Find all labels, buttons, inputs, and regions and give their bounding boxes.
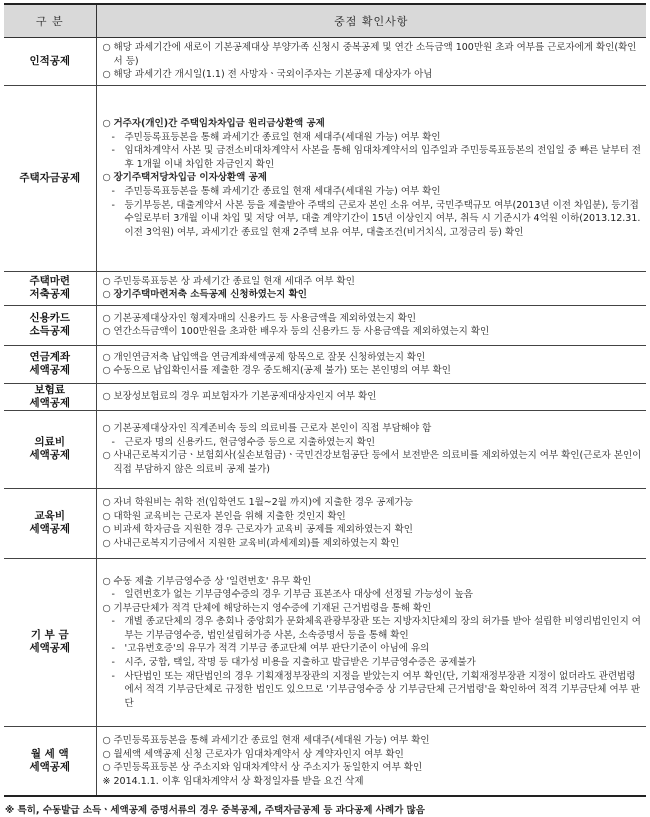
circle-bullet-icon: ○ xyxy=(102,351,111,363)
category-line: 연금계좌 xyxy=(29,351,71,364)
row-checkpoints xyxy=(96,85,646,271)
row-category xyxy=(4,488,96,558)
checkpoint-item xyxy=(103,761,643,775)
checkpoint-text: 비과세 학자금을 지원한 경우 근로자가 교육비 공제를 제외하였는지 확인 xyxy=(113,524,413,536)
row-checkpoints xyxy=(96,38,646,86)
checkpoint-text: 수동으로 납입확인서를 제출한 경우 중도해지(공제 불가) 또는 본인명의 여부 확인 xyxy=(113,365,451,377)
table-row xyxy=(4,410,646,488)
checkpoint-item xyxy=(103,199,643,240)
checkpoint-item xyxy=(103,185,643,199)
dash-bullet-icon: - xyxy=(111,616,115,628)
circle-bullet-icon: ○ xyxy=(102,575,111,587)
checkpoint-item xyxy=(103,41,643,68)
circle-bullet-icon: ○ xyxy=(102,748,111,760)
table-row xyxy=(4,38,646,86)
checkpoint-text: 사내근로복지기금ㆍ보험회사(실손보험금)ㆍ국민건강보험공단 등에서 보전받은 의료비를 제외하였는지 여부 확인(근로자 본인이 직접 부담하지 않은 의료비 공제 불가) xyxy=(113,450,642,476)
row-checkpoints xyxy=(96,410,646,488)
circle-bullet-icon: ○ xyxy=(102,365,111,377)
checkpoint-item xyxy=(103,615,643,642)
dash-bullet-icon: - xyxy=(111,657,115,669)
category-line: 세액공제 xyxy=(29,364,71,377)
checkpoint-item xyxy=(103,656,643,670)
checkpoint-text: 주민등록표등본을 통해 과세기간 종료일 현재 세대주(세대원 가능) 여부 확인 xyxy=(124,186,441,198)
circle-bullet-icon: ○ xyxy=(102,538,111,550)
row-checkpoints xyxy=(96,305,646,345)
dash-bullet-icon: - xyxy=(111,670,115,682)
checkpoint-text: 2014.1.1. 이후 임대차계약서 상 확정일자를 받을 요건 삭제 xyxy=(113,775,364,787)
circle-bullet-icon: ○ xyxy=(102,497,111,509)
checkpoint-text: 기부금단체가 적격 단체에 해당하는지 영수증에 기재된 근거법령을 통해 확인 xyxy=(113,602,432,614)
table-row xyxy=(4,85,646,271)
category-line: 세액공제 xyxy=(29,761,71,774)
dash-bullet-icon: - xyxy=(111,643,115,655)
table-row xyxy=(4,558,646,726)
checkpoint-item xyxy=(103,312,643,326)
checkpoint-item xyxy=(103,288,643,302)
checkpoint-text: 자녀 학원비는 취학 전(입학연도 1월~2월 까지)에 지출한 경우 공제가능 xyxy=(113,497,413,509)
checkpoint-item xyxy=(103,510,643,524)
checkpoint-text: 보장성보험료의 경우 피보험자가 기본공제대상자인지 여부 확인 xyxy=(113,391,377,403)
dash-bullet-icon: - xyxy=(111,199,115,211)
circle-bullet-icon: ○ xyxy=(102,423,111,435)
category-line: 기 부 금 xyxy=(30,629,69,642)
checkpoint-item xyxy=(103,351,643,365)
header-category: 구 분 xyxy=(4,4,96,38)
circle-bullet-icon: ○ xyxy=(102,510,111,522)
circle-bullet-icon: ○ xyxy=(102,326,111,338)
checkpoint-item xyxy=(103,436,643,450)
checkpoint-text: 주민등록표등본 상 주소지와 임대차계약서 상 주소지가 동일한지 여부 확인 xyxy=(113,762,423,774)
row-category xyxy=(4,410,96,488)
category-line: 주택마련 xyxy=(29,275,71,288)
circle-bullet-icon: ○ xyxy=(102,762,111,774)
dash-bullet-icon: - xyxy=(111,436,115,448)
checkpoint-text: 기본공제대상자인 직계존비속 등의 의료비를 근로자 본인이 직접 부담해야 함 xyxy=(113,423,432,435)
footnote: ※ 특히, 수동발급 소득ㆍ세액공제 증명서류의 경우 중복공제, 주택자금공제 등 과다공제 사례가 많음 xyxy=(5,805,425,817)
checkpoint-item xyxy=(103,275,643,289)
note-mark-icon: ※ xyxy=(102,775,111,787)
checkpoint-item xyxy=(103,68,643,82)
checkpoint-text: 수동 제출 기부금영수증 상 '일련번호' 유무 확인 xyxy=(113,575,312,587)
row-checkpoints xyxy=(96,558,646,726)
circle-bullet-icon: ○ xyxy=(102,172,111,184)
checkpoint-text: 등기부등본, 대출계약서 사본 등을 제출받아 주택의 근로자 본인 소유 여부, 국민주택규모 여부(2013년 이전 차입분), 등기접수일로부터 3개월 이내 차입 및 저당 여부, 대출 계약기간이 15년 이상인지 여부, 취득 시 기준시가 4억원 이하(2013.12.31. 이전 3억원) 여부, 과세기간 종료일 현재 2주택 보유 여부, 대출조건(비거치식, 고정금리 등) 확인 xyxy=(124,199,641,238)
category-line: 주택자금공제 xyxy=(19,171,81,184)
table-row xyxy=(4,383,646,410)
table-row xyxy=(4,271,646,305)
category-line: 신용카드 xyxy=(29,312,71,325)
checkpoint-text: 장기주택마련저축 소득공제 신청하였는지 확인 xyxy=(113,289,307,301)
checkpoint-text: 대학원 교육비는 근로자 본인을 위해 지출한 것인지 확인 xyxy=(113,510,346,522)
category-line: 세액공제 xyxy=(29,396,71,409)
checkpoint-item xyxy=(103,642,643,656)
header-checkpoints: 중점 확인사항 xyxy=(96,4,646,38)
row-checkpoints xyxy=(96,345,646,383)
checkpoint-text: 월세액 세액공제 신청 근로자가 임대차계약서 상 계약자인지 여부 확인 xyxy=(113,748,404,760)
circle-bullet-icon: ○ xyxy=(102,275,111,287)
checkpoint-text: 사내근로복지기금에서 지원한 교육비(과세제외)를 제외하였는지 확인 xyxy=(113,538,400,550)
checkpoint-item xyxy=(103,537,643,551)
category-line: 보험료 xyxy=(34,383,65,396)
row-category xyxy=(4,726,96,796)
row-category xyxy=(4,271,96,305)
category-line: 교육비 xyxy=(34,510,65,523)
category-line: 소득공제 xyxy=(29,325,71,338)
dash-bullet-icon: - xyxy=(111,131,115,143)
checkpoint-item xyxy=(103,171,643,185)
checkpoint-item xyxy=(103,588,643,602)
checkpoint-text: 개인연금저축 납입액을 연금계좌세액공제 항목으로 잘못 신청하였는지 확인 xyxy=(113,351,426,363)
checkpoint-item xyxy=(103,775,643,789)
checkpoint-text: 해당 과세기간에 새로이 기본공제대상 부양가족 신청시 중복공제 및 연간 소득금액 100만원 초과 여부를 근로자에게 확인(확인서 등) xyxy=(113,42,637,67)
category-line: 월 세 액 xyxy=(30,748,69,761)
checkpoint-item xyxy=(103,449,643,476)
checkpoint-item xyxy=(103,325,643,339)
dash-bullet-icon: - xyxy=(111,186,115,198)
dash-bullet-icon: - xyxy=(111,145,115,157)
table-header-row xyxy=(4,4,646,38)
checkpoint-text: 개별 종교단체의 경우 총회나 중앙회가 문화체육관광부장관 또는 지방자치단체의 장의 허가를 받아 설립한 비영리법인인지 여부는 기부금영수증, 법인설립허가증 사본, 소속증명서 등을 통해 확인 xyxy=(124,616,641,641)
checkpoint-item xyxy=(103,575,643,589)
category-line: 저축공제 xyxy=(29,288,71,301)
row-checkpoints xyxy=(96,383,646,410)
row-category xyxy=(4,383,96,410)
category-line: 세액공제 xyxy=(29,642,71,655)
checkpoint-text: 일련번호가 없는 기부금영수증의 경우 기부금 표본조사 대상에 선정될 가능성이 높음 xyxy=(124,589,473,601)
checkpoint-text: 주민등록표등본 상 과세기간 종료일 현재 세대주 여부 확인 xyxy=(113,275,355,287)
checklist-table xyxy=(4,3,646,797)
checkpoint-text: 기본공제대상자인 형제자매의 신용카드 등 사용금액을 제외하였는지 확인 xyxy=(113,312,417,324)
checkpoint-text: '고유번호증'의 유무가 적격 기부금 종교단체 여부 판단기준이 아님에 유의 xyxy=(124,643,430,655)
checkpoint-item xyxy=(103,734,643,748)
table-row xyxy=(4,488,646,558)
circle-bullet-icon: ○ xyxy=(102,735,111,747)
circle-bullet-icon: ○ xyxy=(102,391,111,403)
dash-bullet-icon: - xyxy=(111,589,115,601)
checkpoint-text: 거주자(개인)간 주택임차차입금 원리금상환액 공제 xyxy=(113,118,325,130)
checkpoint-text: 시주, 궁합, 택일, 작명 등 대가성 비용을 지출하고 발급받은 기부금영수증은 공제불가 xyxy=(124,657,476,669)
checkpoint-text: 근로자 명의 신용카드, 현금영수증 등으로 지출하였는지 확인 xyxy=(124,436,376,448)
checkpoint-item xyxy=(103,602,643,616)
circle-bullet-icon: ○ xyxy=(102,312,111,324)
row-checkpoints xyxy=(96,271,646,305)
checkpoint-item xyxy=(103,670,643,711)
circle-bullet-icon: ○ xyxy=(102,524,111,536)
checkpoint-item xyxy=(103,422,643,436)
checkpoint-item xyxy=(103,496,643,510)
circle-bullet-icon: ○ xyxy=(102,42,111,53)
checklist-page xyxy=(4,3,646,816)
checkpoint-item xyxy=(103,390,643,404)
checkpoint-text: 주민등록표등본을 통해 과세기간 종료일 현재 세대주(세대원 가능) 여부 확인 xyxy=(124,131,441,143)
circle-bullet-icon: ○ xyxy=(102,118,111,130)
checkpoint-item xyxy=(103,131,643,145)
category-line: 의료비 xyxy=(34,436,65,449)
row-category xyxy=(4,345,96,383)
row-category xyxy=(4,38,96,86)
checkpoint-text: 장기주택저당차입금 이자상환액 공제 xyxy=(113,172,267,184)
table-row xyxy=(4,345,646,383)
category-line: 인적공제 xyxy=(29,54,71,67)
category-line: 세액공제 xyxy=(29,523,71,536)
table-body xyxy=(4,38,646,797)
checkpoint-item xyxy=(103,117,643,131)
row-category xyxy=(4,85,96,271)
table-row xyxy=(4,305,646,345)
checkpoint-text: 사단법인 또는 재단법인의 경우 기획재정부장관의 지정을 받았는지 여부 확인(단, 기획재정부장관 지정이 없더라도 관련법령에서 적격 기부금단체로 규정한 법인도 있으므로 '기부금영수증 상 기부금단체 근거법령'을 확인하여 적격 기부금단체 여부 판단 xyxy=(124,670,641,709)
checkpoint-item xyxy=(103,523,643,537)
checkpoint-text: 해당 과세기간 개시일(1.1) 전 사망자ㆍ국외이주자는 기본공제 대상자가 아님 xyxy=(113,69,433,81)
circle-bullet-icon: ○ xyxy=(102,289,111,301)
row-category xyxy=(4,558,96,726)
circle-bullet-icon: ○ xyxy=(102,69,111,81)
checkpoint-item xyxy=(103,748,643,762)
checkpoint-text: 임대차계약서 사본 및 금전소비대차계약서 사본을 통해 임대차계약서의 입주일과 주민등록표등본의 전입일 중 빠른 날부터 전후 1개월 이내 차입한 자금인지 확인 xyxy=(124,145,641,170)
row-checkpoints xyxy=(96,488,646,558)
category-line: 세액공제 xyxy=(29,449,71,462)
row-checkpoints xyxy=(96,726,646,796)
checkpoint-text: 주민등록표등본을 통해 과세기간 종료일 현재 세대주(세대원 가능) 여부 확인 xyxy=(113,735,430,747)
checkpoint-text: 연간소득금액이 100만원을 초과한 배우자 등의 신용카드 등 사용금액을 제외하였는지 확인 xyxy=(113,326,490,338)
circle-bullet-icon: ○ xyxy=(102,450,111,462)
circle-bullet-icon: ○ xyxy=(102,602,111,614)
row-category xyxy=(4,305,96,345)
table-row xyxy=(4,726,646,796)
checkpoint-item xyxy=(103,364,643,378)
checkpoint-item xyxy=(103,144,643,171)
